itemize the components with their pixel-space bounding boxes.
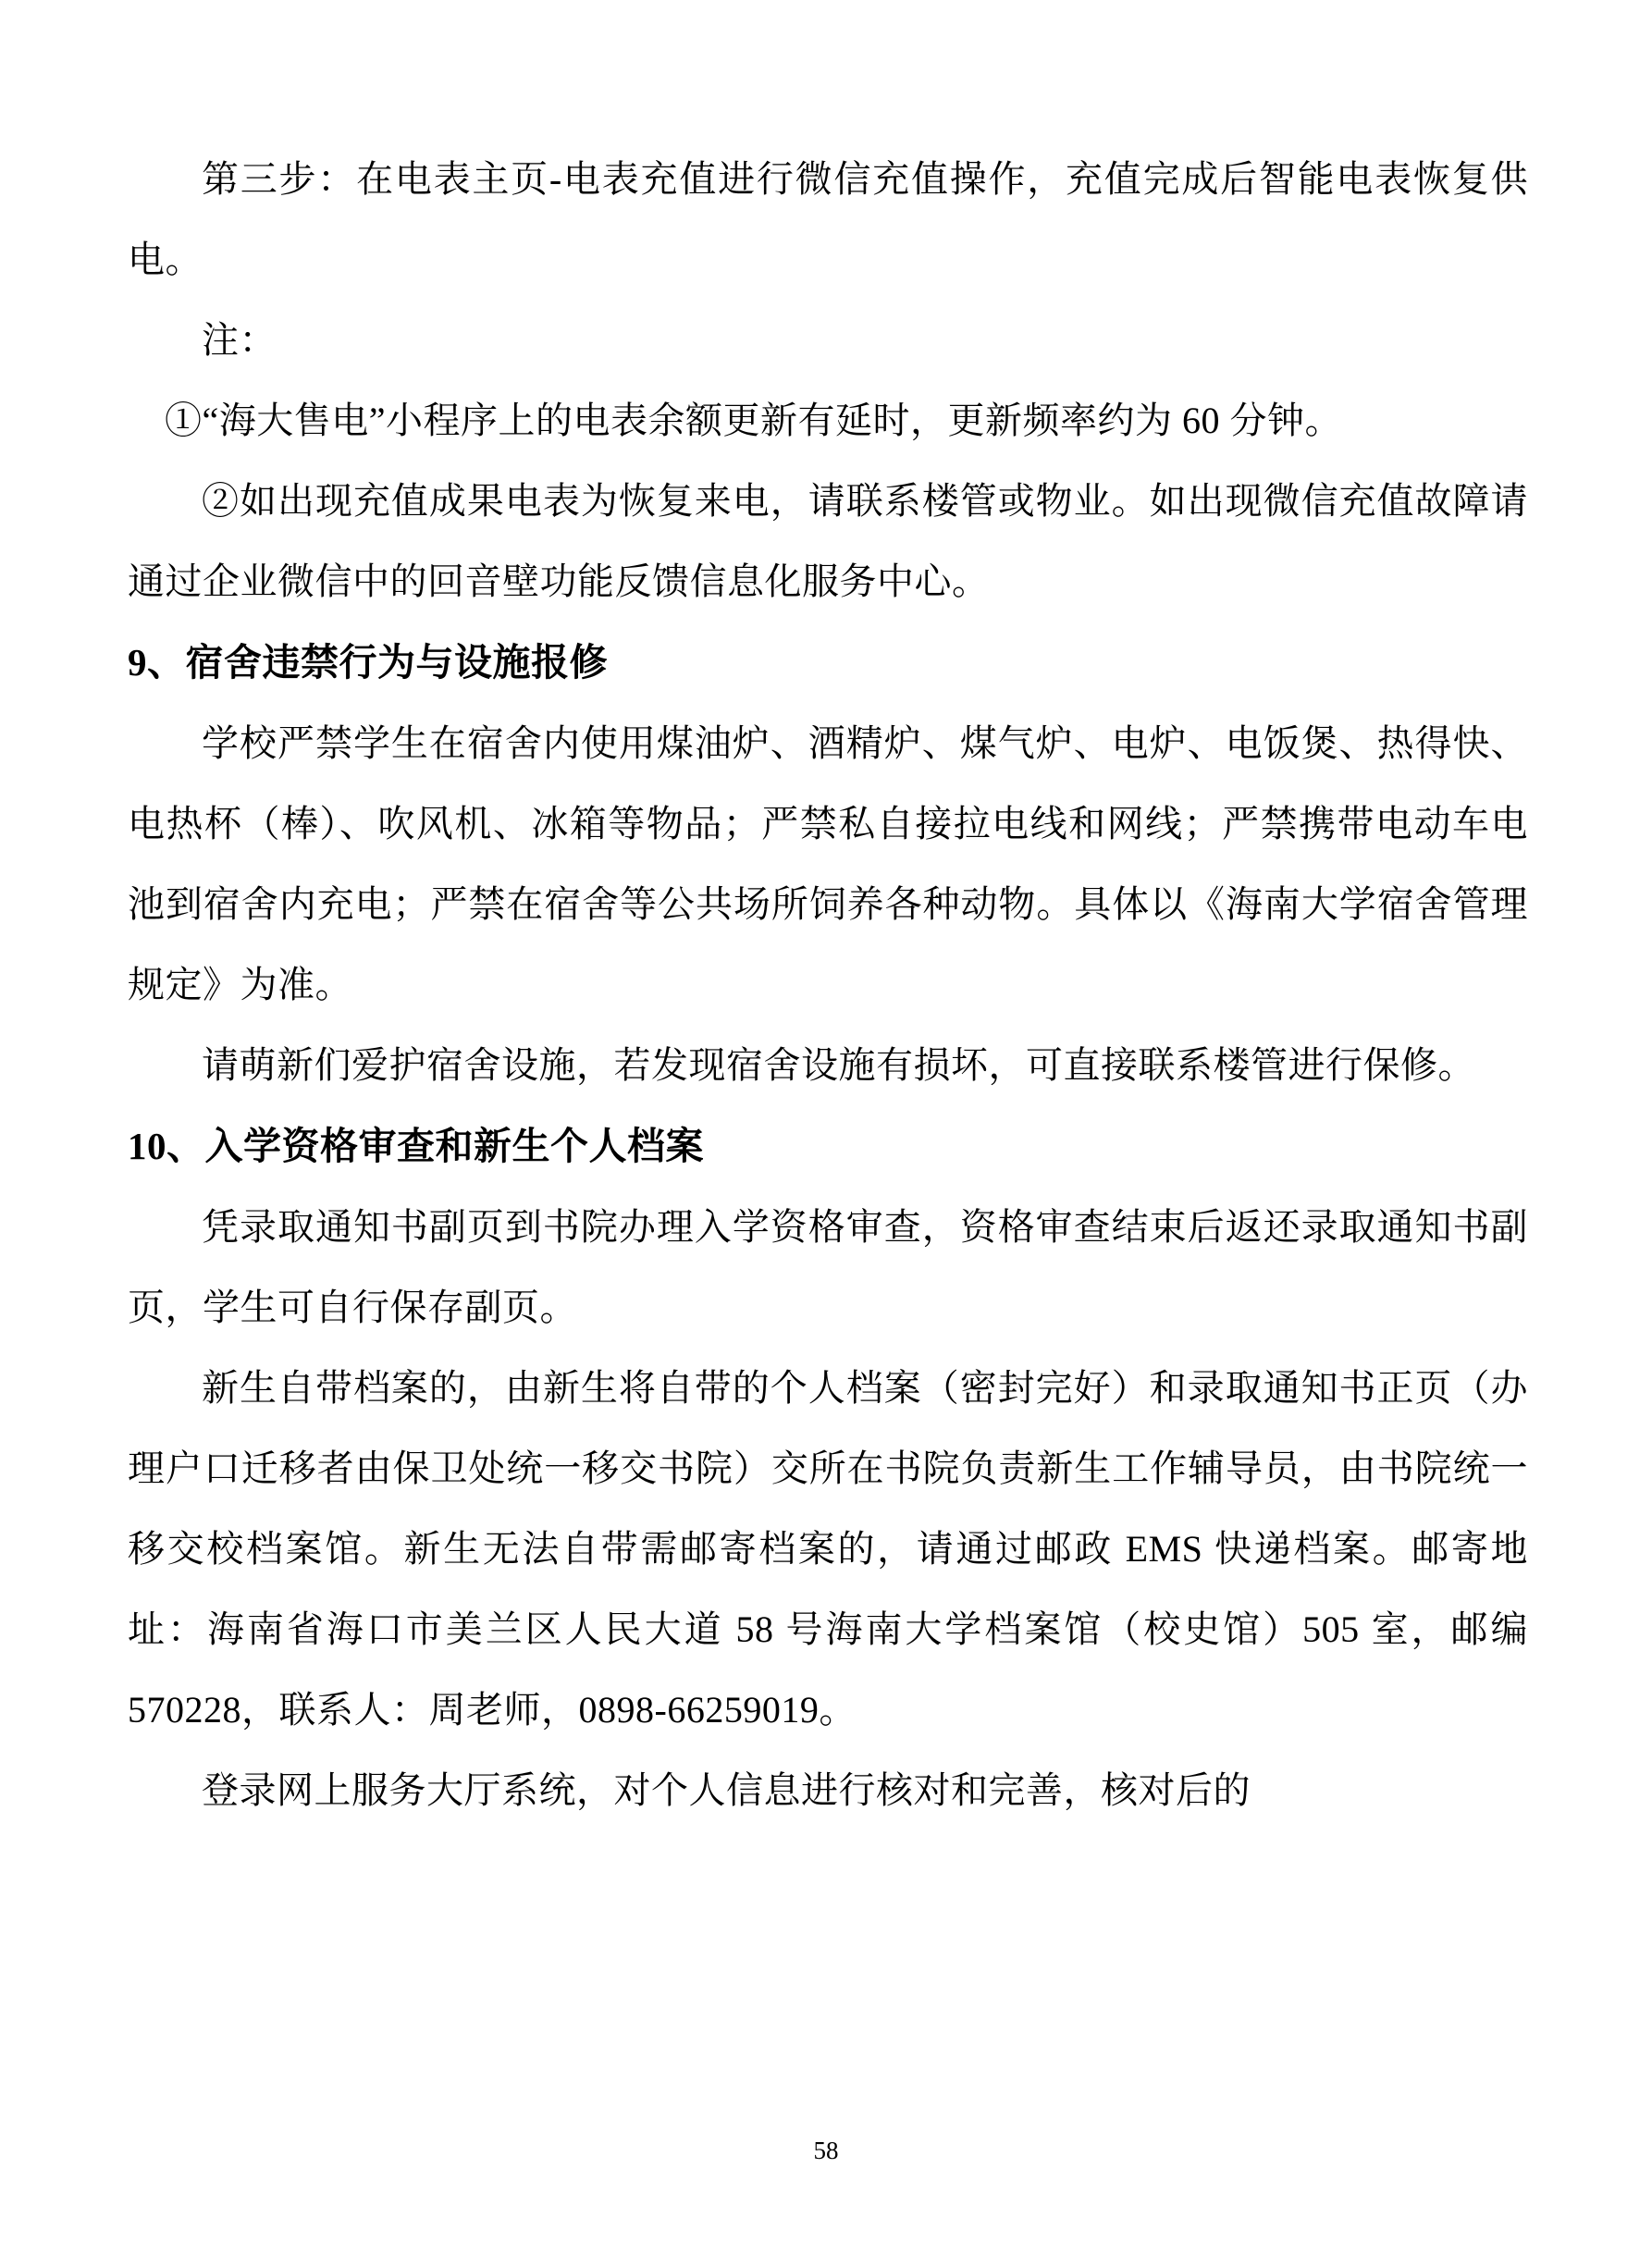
section-10-heading: 10、入学资格审查和新生个人档案 [128,1125,704,1167]
paragraph-online-service-hall: 登录网上服务大厅系统，对个人信息进行核对和完善，核对后的 [202,1769,1251,1811]
paragraph-dorm-repair: 请萌新们爱护宿舍设施，若发现宿舍设施有损坏，可直接联系楼管进行保修。 [202,1044,1475,1086]
paragraph-note-label: 注： [202,319,277,361]
paragraph-personal-archive: 新生自带档案的，由新生将自带的个人档案（密封完好）和录取通知书正页（办理户口迁移者由保卫处统一移交书院）交所在书院负责新生工作辅导员，由书院统一移交校档案馆。新生无法自带需邮寄档案的，请通过邮政 EMS 快递档案。邮寄地址：海南省海口市美兰区人民大道 58 号海南大学档案馆（校史馆）505 室，邮编 570228，联系人：周老师，0898-66259019。 [128,1367,1528,1731]
paragraph-step3: 第三步：在电表主页-电表充值进行微信充值操作，充值完成后智能电表恢复供电。 [128,158,1528,280]
paragraph-dorm-prohibitions: 学校严禁学生在宿舍内使用煤油炉、酒精炉、煤气炉、电炉、电饭煲、热得快、电热杯（棒）、吹风机、冰箱等物品；严禁私自接拉电线和网线；严禁携带电动车电池到宿舍内充电；严禁在宿舍等公共场所饲养各种动物。具体以《海南大学宿舍管理规定》为准。 [128,722,1528,1005]
page-number: 58 [813,2137,839,2164]
document-page [128,139,1528,1830]
paragraph-note-1: ①“海大售电”小程序上的电表余额更新有延时，更新频率约为 60 分钟。 [165,400,1343,441]
section-9-heading: 9、宿舍违禁行为与设施报修 [128,641,608,684]
paragraph-note-2: ②如出现充值成果电表为恢复来电，请联系楼管或物业。如出现微信充值故障请通过企业微信中的回音壁功能反馈信息化服务中心。 [128,480,1528,602]
paragraph-qualification-review: 凭录取通知书副页到书院办理入学资格审查，资格审查结束后返还录取通知书副页，学生可自行保存副页。 [128,1206,1528,1328]
